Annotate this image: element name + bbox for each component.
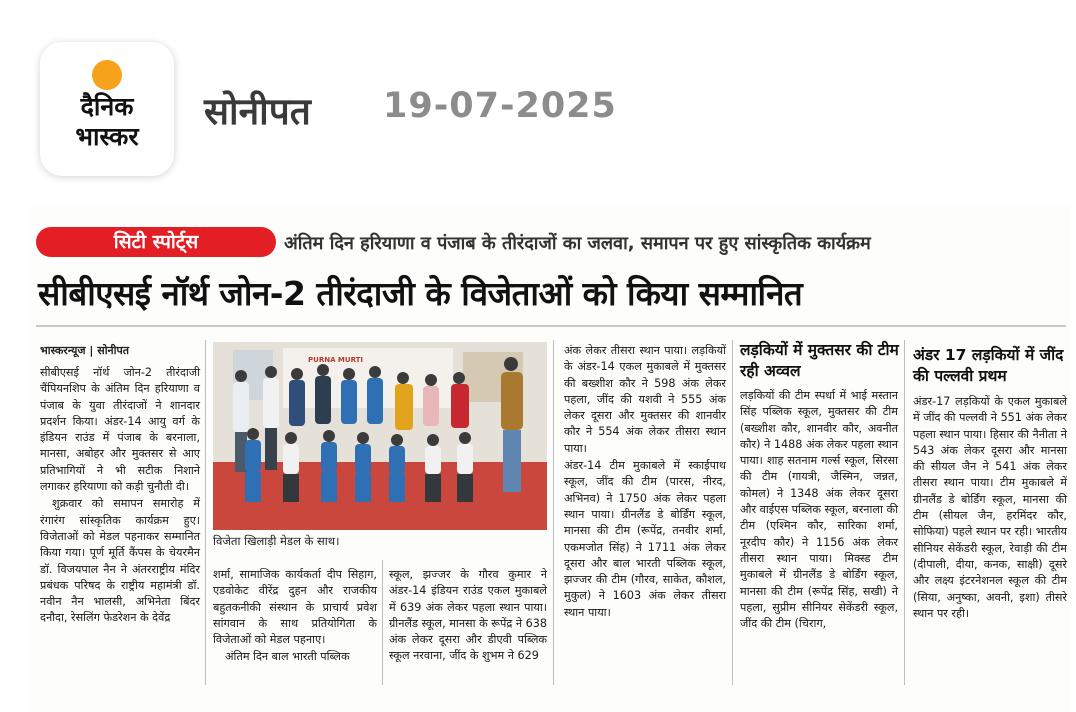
- column-divider: [382, 560, 383, 685]
- article-column-3: [389, 567, 547, 665]
- article-headline: सीबीएसई नॉर्थ जोन-2 तीरंदाजी के विजेताओं को किया सम्मानित: [38, 274, 803, 313]
- article-kicker: अंतिम दिन हरियाणा व पंजाब के तीरंदाजों का जलवा, समापन पर हुए सांस्कृतिक कार्यक्रम: [284, 233, 871, 254]
- photo-banner-text: PURNA MURTI: [308, 356, 364, 364]
- column-4-paragraph-2: अंडर-14 टीम मुकाबले में स्काईपाथ स्कूल, जींद की टीम (पारस, नीरद, अभिनव) ने 1750 अंक लेकर पहला स्थान पाया। ग्रीनलैंड डे बोर्डिंग स्कूल, मानसा की टीम (रूपेंद्र, तनवीर शर्मा, एकमजोत सिंह) ने 1711 अंक लेकर दूसरा और बाल भारती पब्लिक स्कूल, झज्जर की टीम (गौरव, साकेत, कौशल, मुकुल) ने 1603 अंक लेकर तीसरा स्थान पाया।: [564, 459, 726, 619]
- column-divider: [553, 340, 554, 685]
- article-column-5: [740, 388, 898, 632]
- winners-group-illustration: [213, 342, 547, 530]
- city-name: सोनीपत: [204, 90, 311, 133]
- article-column-1: [40, 365, 200, 627]
- photo-caption: विजेता खिलाड़ी मेडल के साथ।: [213, 534, 340, 548]
- column-2-paragraph-1: शर्मा, सामाजिक कार्यकर्ता दीप सिहाग, एडवोकेट वीरेंद्र दुहन और राजकीय बहुतकनीकी संस्थान के प्राचार्य प्रवेश सांगवान के साथ प्रतियोगिता के विजेताओं को मेडल पहनाए।: [213, 568, 377, 647]
- column-divider: [732, 340, 733, 685]
- article-column-2: [213, 567, 377, 666]
- article-column-6: [913, 394, 1067, 622]
- column-5-paragraph-1: लड़कियों की टीम स्पर्धा में भाई मस्तान सिंह पब्लिक स्कूल, मुक्तसर की टीम (बख्शीश कौर, शानवीर कौर, अवनीत कौर) ने 1488 अंक लेकर पहला स्थान पाया। शाह सतनाम गर्ल्स स्कूल, सिरसा की टीम (गायत्री, जैस्मिन, जन्नत, कोमल) ने 1348 अंक लेकर दूसरा और वाईएस पब्लिक स्कूल, बरनाला की टीम (एश्मिन कौर, सारिका शर्मा, नूरदीप कौर) ने 1156 अंक लेकर तीसरा स्थान पाया। मिक्स्ड टीम मुकाबले में ग्रीनलैंड डे बोर्डिंग स्कूल, मानसा की टीम (रूपेंद्र सिंह, सखी) ने पहला, सुप्रीम सीनियर सेकेंडरी स्कूल, जींद की टीम (चिराग,: [740, 389, 898, 631]
- byline: भास्करन्यूज | सोनीपत: [40, 344, 130, 357]
- edition-date: 19-07-2025: [383, 86, 617, 126]
- dainik-bhaskar-logo: [40, 42, 174, 176]
- logo-text-line1: दैनिक: [80, 92, 134, 121]
- logo-text-line2: भास्कर: [75, 122, 139, 151]
- article-column-4: [564, 343, 726, 621]
- column-6-paragraph-1: अंडर-17 लड़कियों के एकल मुकाबले में जींद की पल्लवी ने 551 अंक लेकर पहला स्थान पाया। हिसार की नैनीता ने 543 अंक लेकर दूसरा और मानसा की सीयल जैन ने 541 अंक लेकर तीसरा स्थान पाया। टीम मुकाबले में ग्रीनलैंड डे बोर्डिंग स्कूल, मानसा की टीम (सीयल जैन, हरमिंदर कौर, सोफिया) पहले स्थान पर रही। भारतीय सीनियर सेकेंडरी स्कूल, रेवाड़ी की टीम (दीपाली, दीया, कनक, साक्षी) दूसरे और लक्ष्य इंटरनेशनल स्कूल की टीम (सिया, अनुष्का, अवनी, इशा) तीसरे स्थान पर रही।: [913, 395, 1067, 620]
- column-2-paragraph-2: अंतिम दिन बाल भारती पब्लिक: [225, 650, 350, 664]
- column-6-subheading: अंडर 17 लड़कियों में जींद की पल्लवी प्रथम: [913, 346, 1064, 385]
- winners-photo: [213, 342, 547, 530]
- column-5-subheading: लड़कियों में मुक्तसर की टीम रही अव्वल: [740, 341, 899, 380]
- headline-divider: [36, 325, 1066, 327]
- sun-icon: [92, 60, 122, 90]
- column-divider: [205, 340, 206, 685]
- column-1-paragraph-1: सीबीएसई नॉर्थ जोन-2 तीरंदाजी चैंपियनशिप के अंतिम दिन हरियाणा व पंजाब के युवा तीरंदाजों ने शानदार प्रदर्शन किया। अंडर-14 आयु वर्ग के इंडियन राउंड में पंजाब के बरनाला, मानसा, अबोहर और मुक्तसर से आए प्रतिभागियों ने भी सटीक निशाने लगाकर हरियाणा को कड़ी चुनौती दी।: [40, 366, 200, 494]
- column-4-paragraph-1: अंक लेकर तीसरा स्थान पाया। लड़कियों के अंडर-14 एकल मुकाबले में मुक्तसर की बख्शीश कौर ने 598 अंक लेकर पहला, जींद की यशवी ने 555 अंक लेकर दूसरा और मुक्तसर की शानवीर कौर ने 554 अंक लेकर तीसरा स्थान पाया।: [564, 344, 726, 455]
- column-1-paragraph-2: शुक्रवार को समापन समारोह में रंगारंग सांस्कृतिक कार्यक्रम हुए। विजेताओं को मेडल पहनाकर सम्मानित किया गया। पूर्ण मूर्ति कैंपस के चेयरमैन डॉ. विजयपाल नैन ने अंतरराष्ट्रीय मंदिर प्रबंधक परिषद के राष्ट्रीय महामंत्री डॉ. नवीन नैन भालसी, अभिनेता बिंदर दनौदा, रेसलिंग फेडरेशन के देवेंद्र: [40, 497, 200, 625]
- column-3-paragraph-1: स्कूल, झज्जर के गौरव कुमार ने अंडर-14 इंडियन राउंड एकल मुकाबले में 639 अंक लेकर पहला स्थान पाया। ग्रीनलैंड स्कूल, मानसा के रूपेंद्र ने 638 अंक लेकर दूसरा और डीएवी पब्लिक स्कूल नरवाना, जींद के शुभम ने 629: [389, 568, 547, 663]
- column-divider: [904, 340, 905, 685]
- section-tag: सिटी स्पोर्ट्स: [36, 227, 276, 257]
